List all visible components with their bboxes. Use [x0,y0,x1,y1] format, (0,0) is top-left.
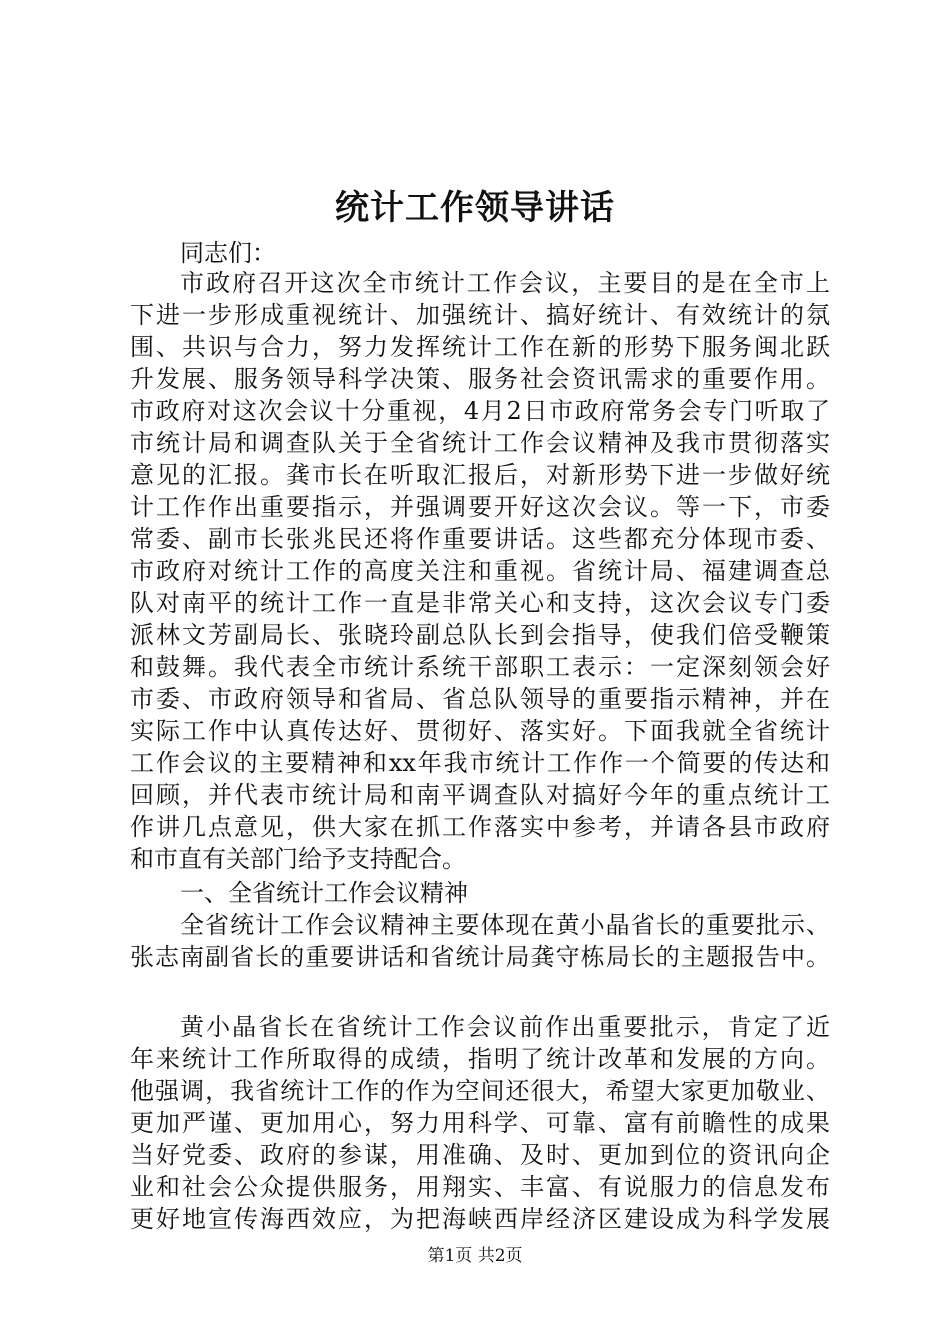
paragraph-line: 市政府对这次会议十分重视，4月2日市政府常务会专门听取了 [130,397,830,425]
paragraph-line: 队对南平的统计工作一直是非常关心和支持，这次会议专门委 [130,589,830,617]
paragraph-line: 更加严谨、更加用心，努力用科学、可靠、富有前瞻性的成果 [130,1109,830,1137]
salutation: 同志们： [180,239,276,267]
paragraph-line: 市政府对统计工作的高度关注和重视。省统计局、福建调查总 [130,557,830,585]
paragraph-line: 全省统计工作会议精神主要体现在黄小晶省长的重要批示、 [180,911,830,939]
section-heading: 一、全省统计工作会议精神 [180,879,468,907]
paragraph-line: 回顾，并代表市统计局和南平调查队对搞好今年的重点统计工 [130,781,830,809]
paragraph-line: 张志南副省长的重要讲话和省统计局龚守栋局长的主题报告中。 [130,943,830,971]
paragraph-line: 市委、市政府领导和省局、省总队领导的重要指示精神，并在 [130,685,830,713]
paragraph-line: 围、共识与合力，努力发挥统计工作在新的形势下服务闽北跃 [130,333,830,361]
paragraph-line: 和市直有关部门给予支持配合。 [130,845,466,873]
paragraph-line: 当好党委、政府的参谋，用准确、及时、更加到位的资讯向企 [130,1141,830,1169]
paragraph-line: 黄小晶省长在省统计工作会议前作出重要批示，肯定了近 [180,1013,830,1041]
paragraph-line: 年来统计工作所取得的成绩，指明了统计改革和发展的方向。 [130,1045,830,1073]
paragraph-line: 计工作作出重要指示，并强调要开好这次会议。等一下，市委 [130,493,830,521]
document-title: 统计工作领导讲话 [335,188,615,228]
paragraph-line: 市政府召开这次全市统计工作会议，主要目的是在全市上 [180,269,830,297]
paragraph-line: 和鼓舞。我代表全市统计系统干部职工表示：一定深刻领会好 [130,653,830,681]
paragraph-line: 作讲几点意见，供大家在抓工作落实中参考，并请各县市政府 [130,813,830,841]
paragraph-line: 常委、副市长张兆民还将作重要讲话。这些都充分体现市委、 [130,525,830,553]
paragraph-line: 实际工作中认真传达好、贯彻好、落实好。下面我就全省统计 [130,717,830,745]
paragraph-line: 意见的汇报。龚市长在听取汇报后，对新形势下进一步做好统 [130,461,830,489]
paragraph-line: 更好地宣传海西效应，为把海峡西岸经济区建设成为科学发展 [130,1205,830,1233]
page-number-footer: 第1页 共2页 [427,1246,523,1266]
paragraph-line: 业和社会公众提供服务，用翔实、丰富、有说服力的信息发布 [130,1173,830,1201]
paragraph-line: 派林文芳副局长、张晓玲副总队长到会指导，使我们倍受鞭策 [130,621,830,649]
paragraph-line: 他强调，我省统计工作的作为空间还很大，希望大家更加敬业、 [130,1077,830,1105]
paragraph-line: 工作会议的主要精神和xx年我市统计工作作一个简要的传达和 [130,749,830,777]
paragraph-line: 升发展、服务领导科学决策、服务社会资讯需求的重要作用。 [130,365,830,393]
paragraph-line: 下进一步形成重视统计、加强统计、搞好统计、有效统计的氛 [130,301,830,329]
paragraph-line: 市统计局和调查队关于全省统计工作会议精神及我市贯彻落实 [130,429,830,457]
